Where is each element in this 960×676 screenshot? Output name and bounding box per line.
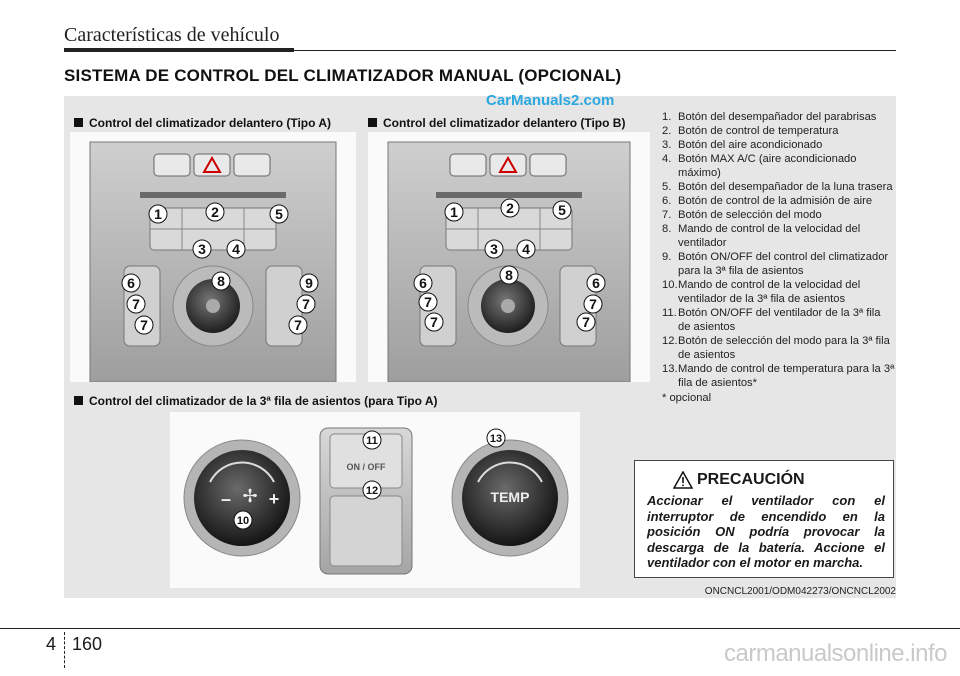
callout-4: 4	[522, 241, 530, 257]
callout-7: 7	[132, 296, 140, 312]
legend-item: 1. Botón del desempañador del parabrisas	[662, 111, 877, 123]
chapter-number: 4	[46, 634, 57, 654]
callout-8: 8	[505, 267, 513, 283]
callout-9: 9	[305, 275, 313, 291]
on-off-label: ON / OFF	[346, 462, 386, 472]
callout-12: 12	[365, 485, 379, 497]
legend-item: 12. Botón de selección del modo para la 3ª fila de asientos	[662, 335, 890, 361]
fan-icon: ✢	[242, 486, 258, 507]
caption-front-b: Control del climatizador delantero (Tipo B)	[368, 116, 625, 130]
third-row-control-drawing	[170, 412, 580, 588]
callout-5: 5	[275, 206, 283, 222]
bullet-square-icon	[74, 118, 83, 127]
callout-3: 3	[198, 241, 206, 257]
footer-separator	[64, 632, 65, 668]
footer-watermark-link[interactable]: carmanualsonline.info	[724, 640, 947, 667]
third-row-control-image	[170, 412, 580, 588]
callout-8: 8	[217, 273, 225, 289]
front-control-type-b-drawing	[368, 132, 650, 382]
front-control-type-b-image	[368, 132, 650, 382]
image-codes: ONCNCL2001/ODM042273/ONCNCL2002	[704, 586, 896, 597]
legend-item: 6. Botón de control de la admisión de aire	[662, 195, 873, 207]
callout-2: 2	[211, 204, 219, 220]
footer-rule	[0, 628, 960, 629]
callout-1: 1	[154, 206, 162, 222]
callout-6: 6	[127, 275, 135, 291]
callout-5: 5	[558, 202, 566, 218]
page-number: 160	[72, 634, 103, 654]
header-rule-thin	[294, 50, 896, 51]
bullet-square-icon	[74, 396, 83, 405]
legend-list	[662, 110, 896, 405]
callout-7: 7	[294, 317, 302, 333]
legend-item: 13. Mando de control de temperatura para la 3ª fila de asientos*	[662, 363, 895, 389]
front-control-type-a-drawing	[70, 132, 356, 382]
caution-box	[634, 460, 894, 578]
section-title: SISTEMA DE CONTROL DEL CLIMATIZADOR MANUAL (OPCIONAL)	[64, 66, 622, 85]
legend-item: 11. Botón ON/OFF del ventilador de la 3ª fila de asientos	[662, 307, 881, 333]
legend-item: 4. Botón MAX A/C (aire acondicionado máximo)	[662, 153, 857, 179]
callout-7: 7	[140, 317, 148, 333]
minus-label: –	[220, 489, 232, 509]
temp-label: TEMP	[490, 489, 530, 505]
legend-item: 10. Mando de control de la velocidad del ventilador de la 3ª fila de asientos	[662, 279, 861, 305]
callout-11: 11	[366, 435, 378, 447]
watermark-link[interactable]: CarManuals2.com	[486, 92, 615, 109]
legend-note: * opcional	[662, 392, 712, 404]
legend-item: 7. Botón de selección del modo	[662, 209, 822, 221]
front-control-type-a-image	[70, 132, 356, 382]
callout-7: 7	[302, 296, 310, 312]
legend-item: 8. Mando de control de la velocidad del ventilador	[662, 223, 861, 249]
callout-3: 3	[490, 241, 498, 257]
callout-2: 2	[506, 200, 514, 216]
callout-7: 7	[589, 296, 597, 312]
header-rule-thick	[64, 48, 294, 52]
header-title: Características de vehículo	[64, 24, 280, 46]
callout-4: 4	[232, 241, 240, 257]
legend-item: 2. Botón de control de temperatura	[662, 125, 839, 137]
callout-10: 10	[236, 515, 250, 527]
legend-item: 5. Botón del desempañador de la luna trasera	[662, 181, 893, 193]
caption-third-row: Control del climatizador de la 3ª fila de asientos (para Tipo A)	[74, 394, 438, 408]
bullet-square-icon	[368, 118, 377, 127]
legend-item: 9. Botón ON/OFF del control del climatizador para la 3ª fila de asientos	[662, 251, 889, 277]
callout-6: 6	[592, 275, 600, 291]
callout-6: 6	[419, 275, 427, 291]
caution-text: Accionar el ventilador con el interruptor de encendido en la posición ON podría provocar la descarga de la batería. Accione el ventilador con el motor en marcha.	[647, 493, 885, 570]
callout-13: 13	[489, 433, 503, 445]
legend-item: 3. Botón del aire acondicionado	[662, 139, 823, 151]
plus-label: +	[268, 489, 280, 509]
callout-1: 1	[450, 204, 458, 220]
warning-triangle-icon	[673, 471, 693, 489]
callout-7: 7	[582, 314, 590, 330]
callout-7: 7	[430, 314, 438, 330]
caption-front-a: Control del climatizador delantero (Tipo A)	[74, 116, 331, 130]
callout-7: 7	[424, 294, 432, 310]
caution-title: PRECAUCIÓN	[697, 471, 805, 488]
